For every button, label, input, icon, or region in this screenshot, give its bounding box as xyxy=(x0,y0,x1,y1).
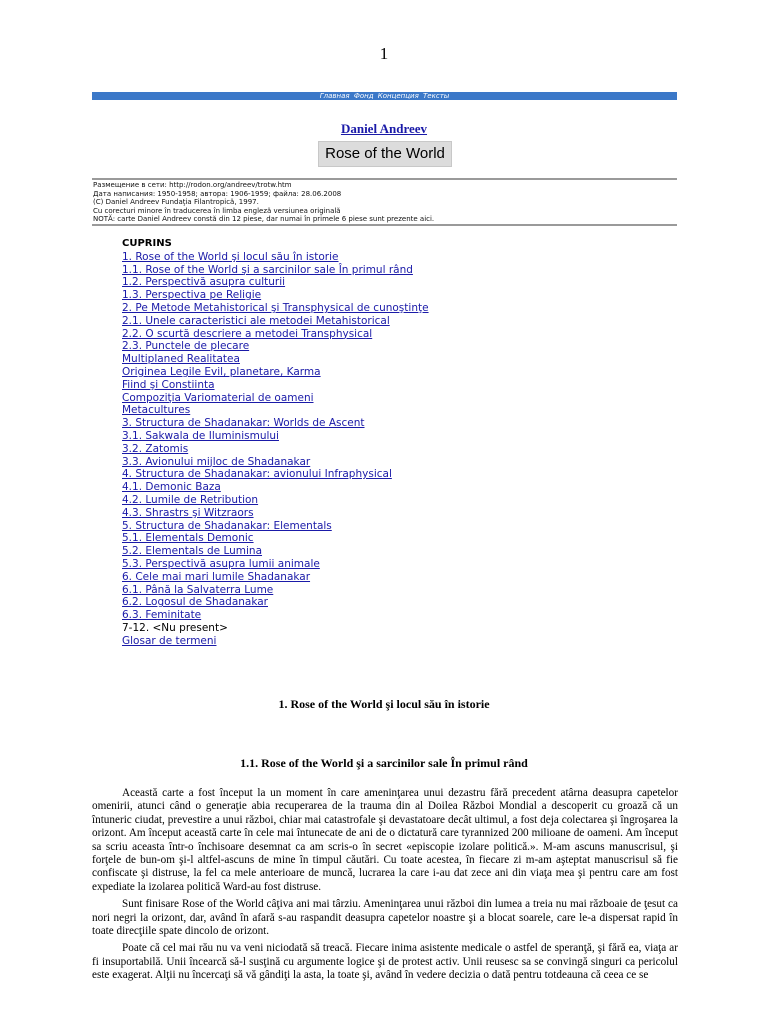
toc-link[interactable]: 4.2. Lumile de Retribution xyxy=(122,493,259,506)
body-text xyxy=(92,787,678,987)
page-number: 1 xyxy=(379,44,389,63)
meta-line: Cu corecturi minore în traducerea în limba engleză versiunea originală xyxy=(93,206,341,215)
toc-link[interactable]: 6. Cele mai mari lumile Shadanakar xyxy=(122,570,311,583)
toc-item-not-present: 7-12. <Nu present> xyxy=(122,621,228,634)
toc-link[interactable]: Fiind şi Constiinta xyxy=(122,378,215,391)
subsection-heading: 1.1. Rose of the World şi a sarcinilor sale În primul rând xyxy=(240,756,528,770)
meta-info xyxy=(93,181,678,224)
toc-link[interactable]: 4. Structura de Shadanakar: avionului Infraphysical xyxy=(122,468,392,481)
section-heading: 1. Rose of the World şi locul său în istorie xyxy=(278,697,490,711)
table-of-contents xyxy=(122,238,522,648)
toc-heading: CUPRINS xyxy=(122,238,172,249)
toc-link[interactable]: Metacultures xyxy=(122,404,191,417)
toc-link[interactable]: 4.3. Shrastrs şi Witzraors xyxy=(122,506,254,519)
toc-link[interactable]: 1. Rose of the World şi locul său în istorie xyxy=(122,250,339,263)
meta-line: NOTĂ: carte Daniel Andreev constă din 12 piese, dar numai în primele 6 piese sunt prezente aici. xyxy=(93,215,435,223)
paragraph: Această carte a fost început la un moment în care ameninţarea unui dezastru fără precedent atârna deasupra capetelor omenirii, atunci când o generaţie abia recuperarea de la trauma din al Doilea Război Mondial a descoperit cu groază că un întuneric ciudat, prevestire a unui război, chiar mai catastrofale şi devastatoare decât ultimul, a fost deja colectarea şi îngroşarea la orizont. Am început această carte în cele mai întunecate de ani de o dictatură care tyrannized 200 milioane de oameni. Am început sa scriu aceasta într-o închisoare desemnat ca am scris-o în secret «episcopie izolare politică.». M-am ascuns manuscrisul, şi forţele de bun-om şi-l altfel-ascuns de mine în timpul căutări. Cu toate acestea, în fiecare zi m-am aşteptat manuscrisul să fie confiscate şi distruse, la fel ca mele anterioare de muncă, lucrarea la care i-au dat zece ani din viaţa mea şi pentru care am fost expediate la izolarea politică Ward-au fost distruse. xyxy=(92,787,678,893)
toc-link[interactable]: 5.2. Elementals de Lumina xyxy=(122,545,263,558)
toc-link[interactable]: 1.1. Rose of the World şi a sarcinilor sale În primul rând xyxy=(122,263,413,276)
toc-link[interactable]: Glosar de termeni xyxy=(122,634,217,647)
toc-link[interactable]: 5. Structura de Shadanakar: Elementals xyxy=(122,519,332,532)
meta-line: Размещение в сети: http://rodon.org/andreev/trotw.htm xyxy=(93,181,292,189)
toc-link[interactable]: 1.3. Perspectiva pe Religie xyxy=(122,289,262,302)
divider-bottom xyxy=(92,224,677,226)
toc-link[interactable]: 3. Structura de Shadanakar: Worlds de Ascent xyxy=(122,417,365,430)
nav-bar xyxy=(92,92,677,100)
meta-line: (C) Daniel Andreev Fundaţia Filantropică, 1997. xyxy=(93,198,259,206)
toc-link[interactable]: 6.2. Logosul de Shadanakar xyxy=(122,596,268,609)
toc-link[interactable]: 2.3. Punctele de plecare xyxy=(122,340,250,353)
toc-link[interactable]: Multiplaned Realitatea xyxy=(122,353,240,366)
toc-link[interactable]: 4.1. Demonic Baza xyxy=(122,481,221,494)
toc-link[interactable]: 2. Pe Metode Metahistorical şi Transphysical de cunoştinţe xyxy=(122,301,429,314)
paragraph: Sunt finisare Rose of the World câţiva ani mai târziu. Ameninţarea unui război din lumea a treia nu mai războaie de ţesut ca nori negri la orizont, dar, având în afară s-au raspandit deasupra capetelor noastre şi a blocat soarele, care le-a dispersat rapid în toate direcţiile spate dincolo de orizont. xyxy=(92,898,678,938)
meta-line: Дата написания: 1950-1958; автора: 1906-1959; файла: 28.06.2008 xyxy=(93,189,342,198)
nav-link-concept[interactable]: Концепция xyxy=(377,92,419,100)
toc-link[interactable]: 2.1. Unele caracteristici ale metodei Metahistorical xyxy=(122,314,390,327)
toc-link[interactable]: Compoziţia Variomaterial de oameni xyxy=(122,391,314,404)
toc-link[interactable]: 3.3. Avionului mijloc de Shadanakar xyxy=(122,455,311,468)
page-title: Rose of the World xyxy=(318,141,452,167)
toc-link[interactable]: 5.3. Perspectivă asupra lumii animale xyxy=(122,557,320,570)
toc-link[interactable]: 1.2. Perspectivă asupra culturii xyxy=(122,276,286,289)
toc-link[interactable]: 6.1. Până la Salvaterra Lume xyxy=(122,583,274,596)
author-link[interactable]: Daniel Andreev xyxy=(340,121,428,136)
toc-link[interactable]: 2.2. O scurtă descriere a metodei Transphysical xyxy=(122,327,373,340)
toc-link[interactable]: Originea Legile Evil, planetare, Karma xyxy=(122,365,321,378)
toc-link[interactable]: 5.1. Elementals Demonic xyxy=(122,532,254,545)
divider-top xyxy=(92,178,677,180)
toc-link[interactable]: 3.1. Sakwala de Iluminismului xyxy=(122,429,279,442)
nav-link-home[interactable]: Главная xyxy=(319,92,350,100)
paragraph: Poate că cel mai rău nu va veni niciodată să treacă. Fiecare inima asistente medicale o astfel de speranţă, şi fără ea, viaţa ar fi insuportabilă. Unii încearcă să-l susţină cu argumente logice şi de protest activ. Unii reusesc sa se convingă singuri ca pericolul este exagerat. Alţii nu încercaţi să vă gândiţi la asta, la toate şi, având în vedere decizia o dată pentru totdeauna că ceea ce se xyxy=(92,942,678,982)
toc-link[interactable]: 6.3. Feminitate xyxy=(122,609,202,622)
toc-link[interactable]: 3.2. Zatomis xyxy=(122,442,189,455)
nav-link-fund[interactable]: Фонд xyxy=(353,92,374,100)
nav-link-texts[interactable]: Тексты xyxy=(423,92,450,100)
